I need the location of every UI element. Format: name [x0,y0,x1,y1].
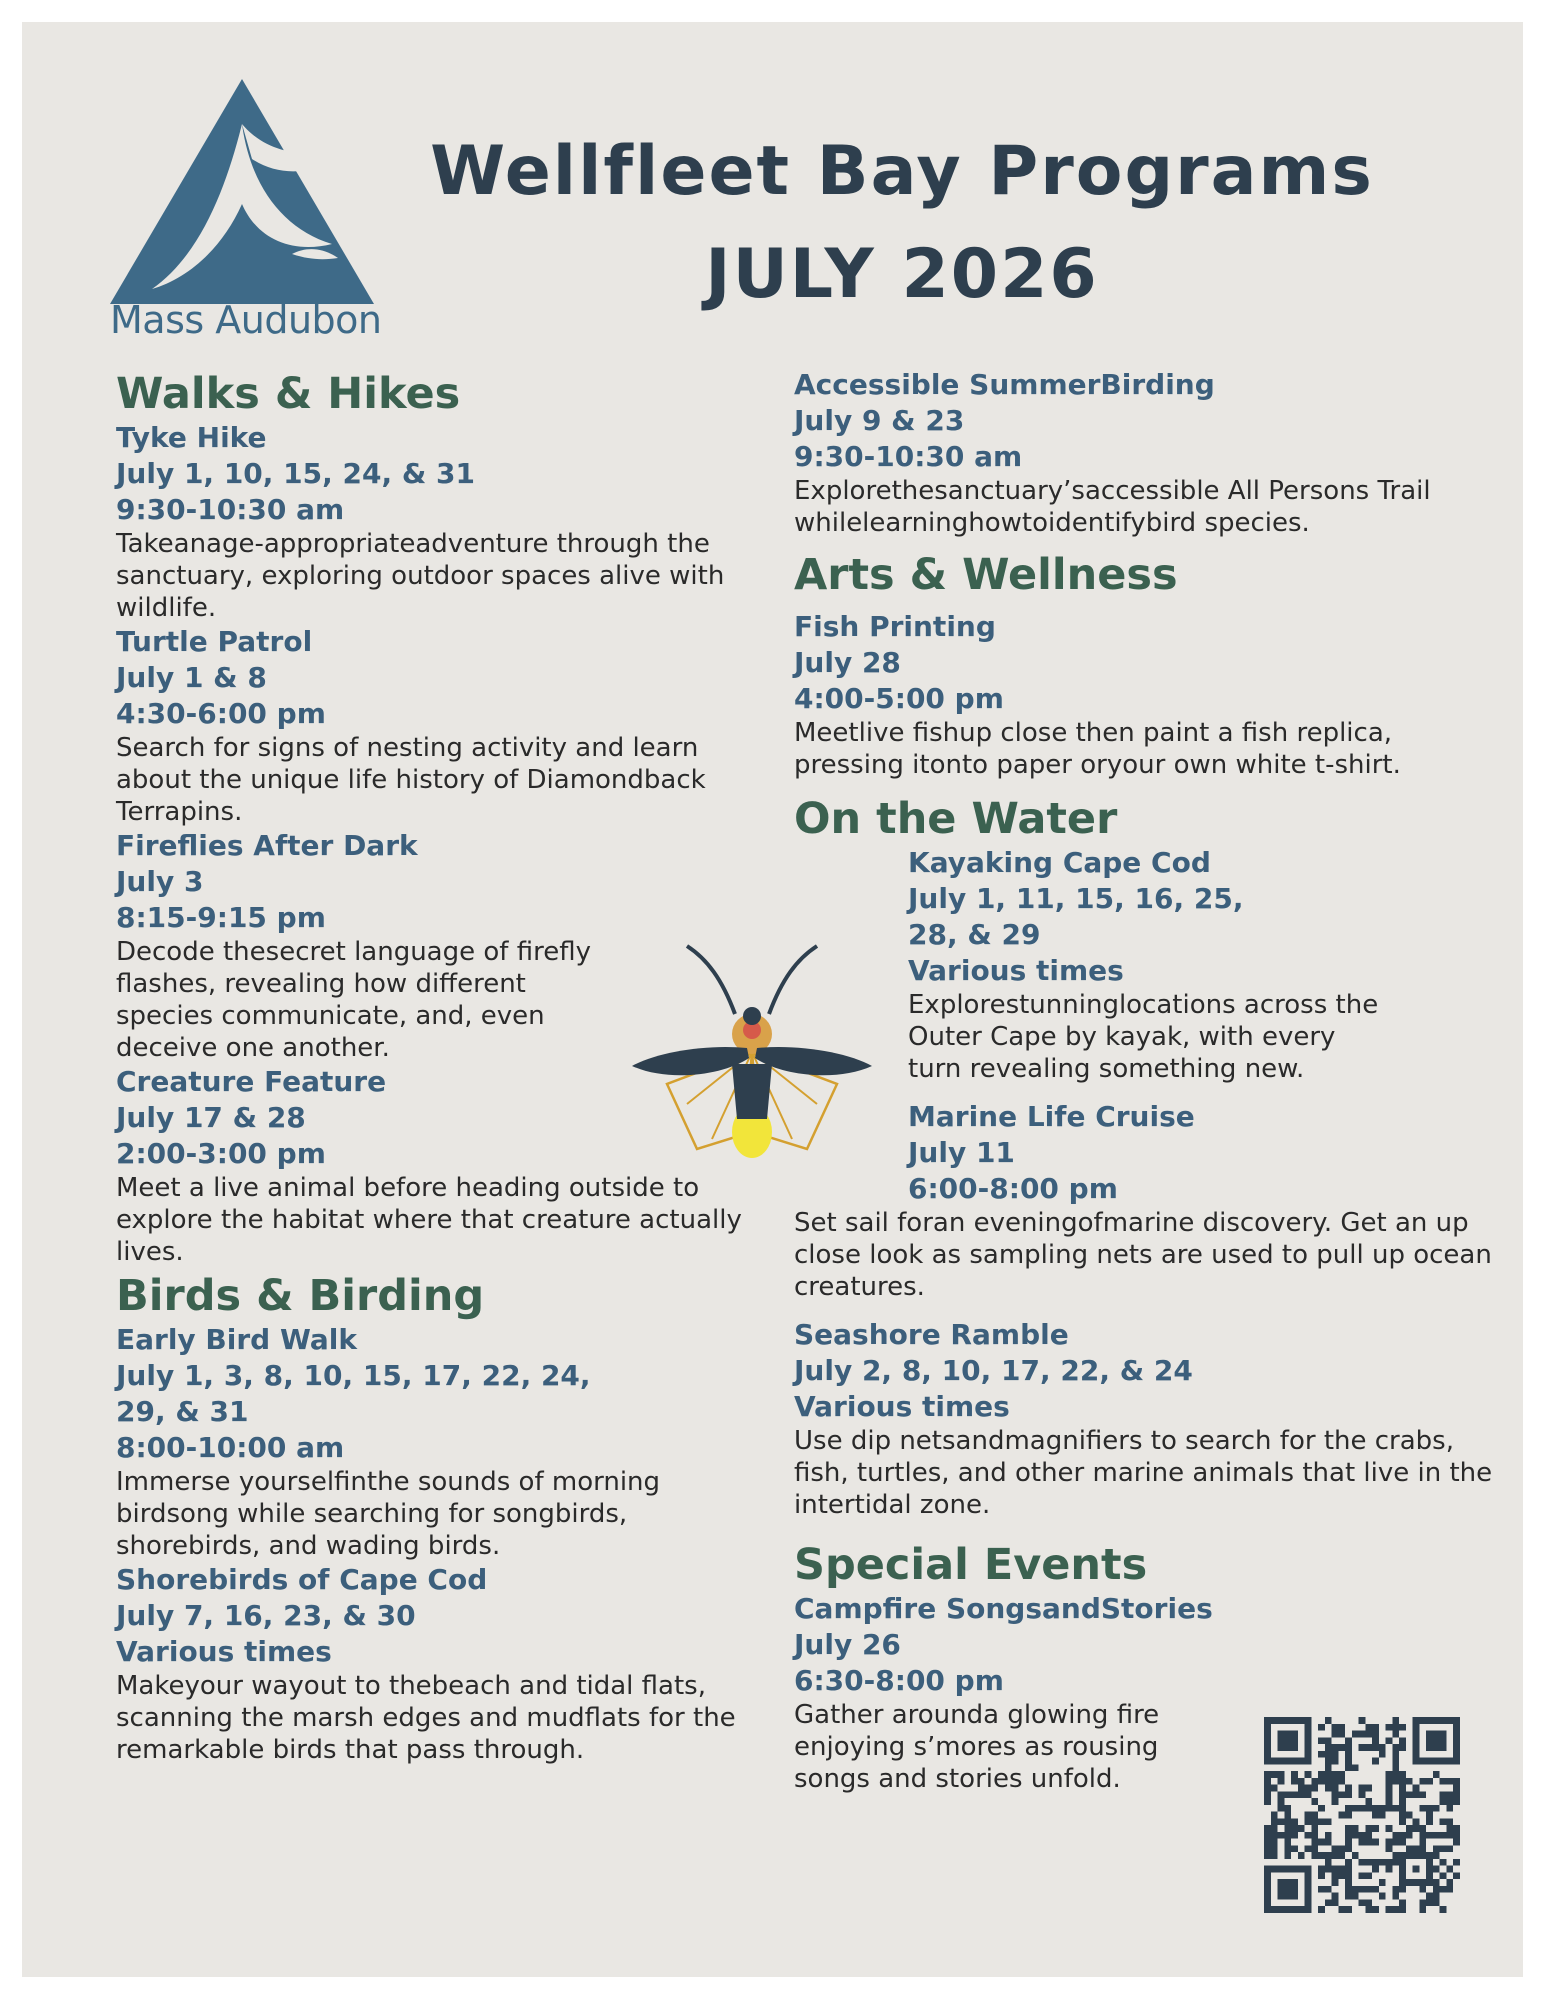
event-description-line: deceive one another. [116,1033,390,1063]
event-dates: July 1, 10, 15, 24, & 31 [116,457,475,490]
event-kayaking-cape-cod [794,845,1494,1085]
event-marine-life-cruise [794,1099,1494,1303]
event-description-line: species communicate, and, even [116,1001,545,1031]
event-description: Explorestunninglocations across the Outer Cape by kayak, with every turn revealing something new. [908,990,1379,1084]
event-time: 2:00-3:00 pm [116,1137,326,1170]
section-heading-water: On the Water [794,794,1118,844]
event-title: Seashore Ramble [794,1318,1069,1351]
event-dates: July 11 [908,1136,1015,1169]
section-heading-arts: Arts & Wellness [794,550,1178,600]
event-description: Immerse yourselfinthe sounds of morning birdsong while searching for songbirds, shorebirds, and wading birds. [116,1467,661,1561]
event-time: 4:30-6:00 pm [116,697,326,730]
qr-code-icon[interactable] [1264,1717,1460,1913]
event-dates: July 1, 3, 8, 10, 15, 17, 22, 24, [116,1359,591,1392]
event-title: Fireflies After Dark [116,829,418,862]
page-subtitle: JULY 2026 [705,235,1099,314]
section-heading-special: Special Events [794,1540,1148,1590]
right-column [794,367,1494,1795]
section-heading-walks: Walks & Hikes [116,369,461,419]
event-description: Set sail foran eveningofmarine discovery. Get an up close look as sampling nets are used to pull up ocean creatures. [794,1208,1492,1302]
event-time: 9:30-10:30 am [116,493,345,526]
event-time: 6:30-8:00 pm [794,1664,1004,1697]
event-title: Turtle Patrol [116,625,313,658]
event-title: Campfire SongsandStories [794,1592,1213,1625]
event-description: Use dip netsandmagnifiers to search for the crabs, fish, turtles, and other marine animals that live in the intertidal zone. [794,1426,1493,1520]
event-time: Various times [116,1635,332,1668]
event-dates: July 1, 11, 15, 16, 25, [908,882,1244,915]
event-description-line: Decode thesecret language of firefly [116,937,591,967]
event-description-line: flashes, revealing how different [116,969,526,999]
event-dates: July 17 & 28 [116,1101,306,1134]
event-dates: 28, & 29 [908,918,1041,951]
mass-audubon-logo-icon [92,54,392,314]
event-time: 6:00-8:00 pm [908,1172,1118,1205]
mass-audubon-logo [92,54,392,354]
event-description-line: songs and stories unfold. [794,1764,1121,1794]
event-description: Search for signs of nesting activity and learn about the unique life history of Diamondback Terrapins. [116,733,706,827]
event-description: Meetlive fishup close then paint a fish replica, pressing itonto paper oryour own white t-shirt. [794,718,1401,780]
event-time: Various times [908,954,1124,987]
event-description: Meet a live animal before heading outside to explore the habitat where that creature actually lives. [116,1173,742,1267]
event-turtle-patrol [116,624,766,828]
event-title: Fish Printing [794,610,996,643]
event-title: Shorebirds of Cape Cod [116,1563,488,1596]
event-title: Early Bird Walk [116,1323,357,1356]
event-dates: July 9 & 23 [794,404,965,437]
event-dates: 29, & 31 [116,1395,249,1428]
event-dates: July 26 [794,1628,901,1661]
event-title: Kayaking Cape Cod [908,846,1211,879]
event-description: Takeanage-appropriateadventure through the sanctuary, exploring outdoor spaces alive with wildlife. [116,529,725,623]
logo-wordmark: Mass Audubon [110,298,382,342]
event-dates: July 7, 16, 23, & 30 [116,1599,416,1632]
event-description-line: Gather arounda glowing fire [794,1700,1160,1730]
event-time: 4:00-5:00 pm [794,682,1004,715]
event-seashore-ramble [794,1317,1494,1521]
event-title: Accessible SummerBirding [794,368,1215,401]
event-description: Explorethesanctuary’saccessible All Persons Trail whilelearninghowtoidentifybird species. [794,476,1431,538]
section-heading-birds: Birds & Birding [116,1271,485,1321]
program-flyer [22,22,1523,1977]
event-fish-printing [794,609,1494,781]
event-early-bird-walk [116,1322,766,1562]
event-time: Various times [794,1390,1010,1423]
event-description: Makeyour wayout to thebeach and tidal flats, scanning the marsh edges and mudflats for the remarkable birds that pass through. [116,1671,736,1765]
event-dates: July 1 & 8 [116,661,267,694]
event-tyke-hike [116,420,766,624]
event-dates: July 3 [116,865,204,898]
event-description-line: enjoying s’mores as rousing [794,1732,1159,1762]
event-shorebirds-of-cape-cod [116,1562,766,1766]
page-title: Wellfleet Bay Programs [430,132,1374,211]
event-accessible-summerbirding [794,367,1494,539]
event-title: Marine Life Cruise [908,1100,1195,1133]
event-time: 8:00-10:00 am [116,1431,345,1464]
event-dates: July 2, 8, 10, 17, 22, & 24 [794,1354,1193,1387]
event-title: Creature Feature [116,1065,387,1098]
event-time: 8:15-9:15 pm [116,901,326,934]
event-time: 9:30-10:30 am [794,440,1023,473]
event-title: Tyke Hike [116,421,267,454]
event-dates: July 28 [794,646,901,679]
